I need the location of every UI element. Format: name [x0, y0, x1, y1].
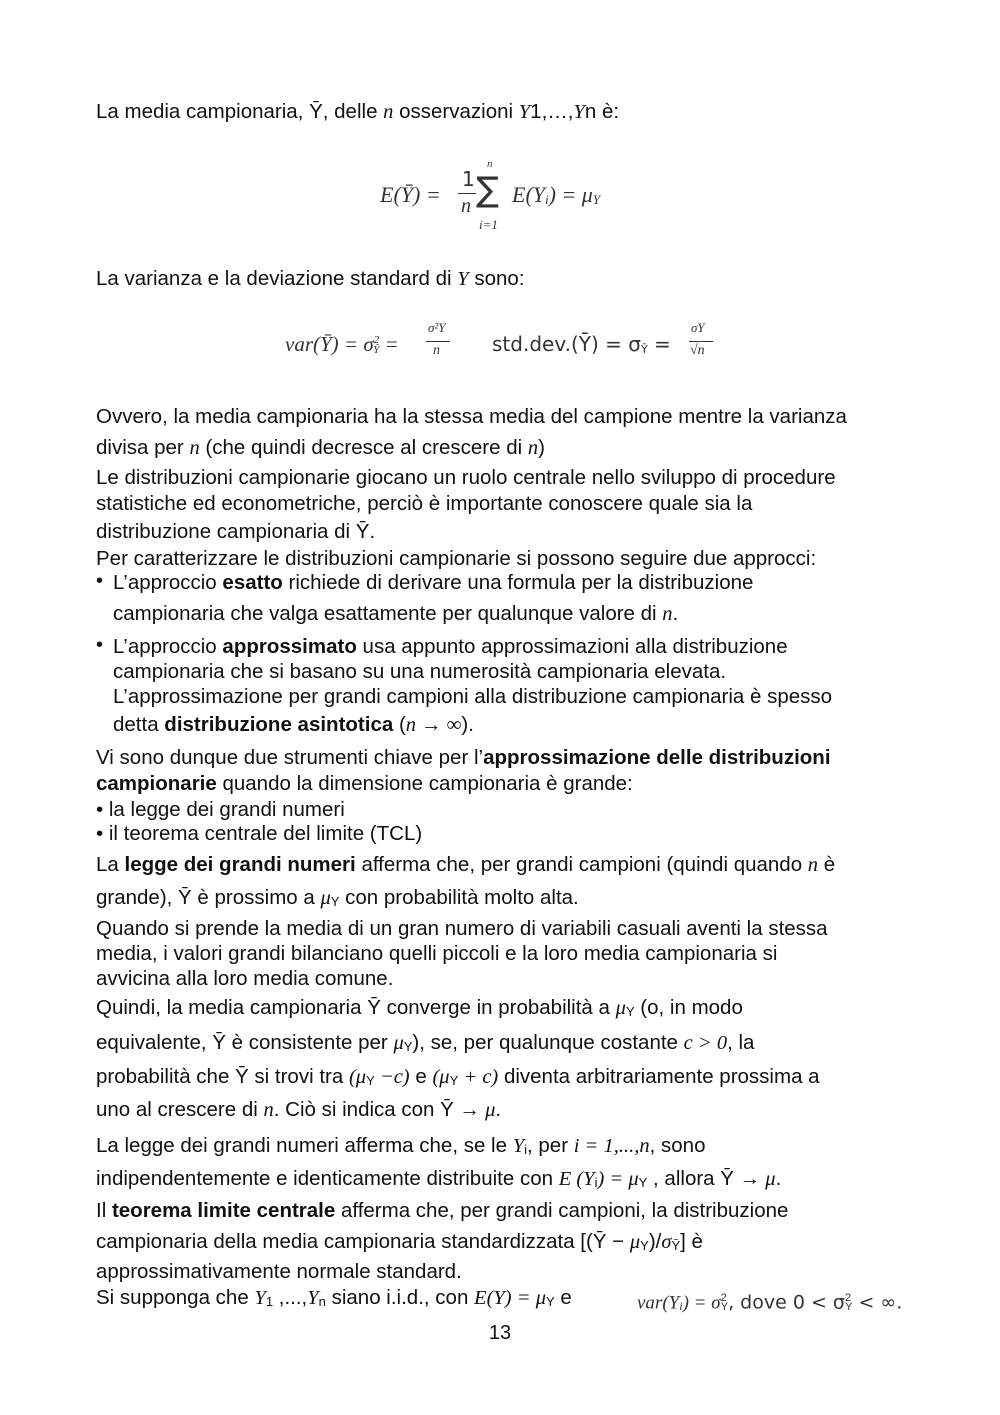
- math-mu: μ: [393, 1032, 404, 1054]
- text: probabilità che Ȳ si trovi tra: [96, 1065, 349, 1088]
- paragraph-line: [96, 1166, 781, 1194]
- equation-variance: [285, 320, 725, 370]
- var-frac-num: σ²Y: [428, 320, 446, 335]
- text: ): [538, 436, 545, 459]
- subscript: Y: [403, 1039, 413, 1054]
- text: sono:: [468, 267, 525, 290]
- bold-text: esatto: [222, 571, 283, 594]
- eq3-sub: Y: [720, 1301, 729, 1314]
- text: richiede di derivare una formula per la distribuzione: [282, 571, 754, 594]
- eq3-part: , dove 0 < σ: [728, 1291, 845, 1314]
- paragraph-line: Per caratterizzare le distribuzioni campionarie si possono seguire due approcci:: [96, 547, 817, 570]
- text: )/: [648, 1230, 662, 1253]
- eq3-part: < ∞.: [852, 1291, 903, 1314]
- sum-lower: i=1: [479, 217, 498, 232]
- math-n: n: [263, 1099, 274, 1121]
- var-expr: [285, 332, 399, 357]
- paragraph-line: distribuzione campionaria di Ȳ.: [96, 520, 376, 543]
- text: grande), Ȳ è prossimo a: [96, 886, 321, 909]
- bold-text: campionarie: [96, 772, 217, 795]
- math-n-infinity: n → ∞: [405, 714, 462, 736]
- text: è: [818, 853, 836, 876]
- bullet-line: [113, 601, 678, 627]
- text: ), se, per qualunque costante: [412, 1031, 684, 1054]
- subscript: i: [594, 1175, 598, 1190]
- text: , allora Ȳ: [647, 1167, 740, 1190]
- text: ] è: [680, 1230, 703, 1253]
- text: .: [672, 602, 679, 625]
- eq-rhs-b: ) = μ: [548, 182, 593, 207]
- text: Si supponga che: [96, 1286, 255, 1309]
- math-sigma: σ: [661, 1231, 672, 1253]
- paragraph-line: [96, 1030, 754, 1058]
- paragraph-line: [96, 435, 545, 461]
- list-item: • il teorema centrale del limite (TCL): [96, 822, 423, 845]
- text: ).: [461, 713, 474, 736]
- text: quando la dimensione campionaria è grande:: [216, 772, 633, 795]
- text: n è:: [584, 100, 620, 123]
- eq-rhs-a: E(Y: [512, 182, 545, 207]
- subscript: Y: [546, 1294, 555, 1309]
- eq-sub: i: [545, 192, 549, 207]
- text: campionaria che valga esattamente per qualunque valore di: [113, 602, 663, 625]
- math-expr: E(Y) = μ: [474, 1287, 546, 1309]
- paragraph-line: media, i valori grandi bilanciano quelli piccoli e la loro media campionaria si: [96, 942, 778, 965]
- math-expr: ) = μ: [597, 1168, 639, 1190]
- math-n: n: [189, 437, 200, 459]
- text: , la: [727, 1031, 755, 1054]
- bold-text: teorema limite centrale: [111, 1199, 336, 1222]
- subscript: Y: [449, 1073, 459, 1088]
- text: detta: [113, 713, 165, 736]
- math-mu: μ: [320, 887, 331, 909]
- bullet-line: [113, 570, 753, 596]
- math-y: Y: [512, 1135, 525, 1157]
- text: Vi sono dunque due strumenti chiave per l’: [96, 746, 484, 769]
- text: , sono: [649, 1134, 706, 1157]
- math-arrow: → μ: [739, 1168, 776, 1190]
- equation-expected-value: [380, 155, 640, 245]
- paragraph-line: [96, 771, 633, 797]
- fraction-bar: [458, 193, 476, 194]
- bullet-line: [113, 712, 474, 738]
- fraction-bar: [426, 341, 450, 342]
- text: osservazioni: [393, 100, 519, 123]
- var-sup: 2: [373, 334, 380, 346]
- text: (: [393, 713, 406, 736]
- text: con probabilità molto alta.: [339, 886, 579, 909]
- math-expr: −c): [374, 1066, 410, 1088]
- math-n: n: [527, 437, 539, 459]
- text: ,...,: [273, 1286, 308, 1309]
- math-y: Y: [307, 1287, 319, 1309]
- text: usa appunto approssimazioni alla distribuzione: [356, 635, 788, 658]
- math-n: n: [807, 854, 819, 876]
- text: siano i.i.d., con: [325, 1286, 475, 1309]
- var-eq: =: [379, 332, 399, 356]
- text: e: [554, 1286, 572, 1309]
- paragraph-line: [96, 745, 831, 771]
- paragraph-line: [96, 995, 743, 1023]
- fraction-bar: [689, 341, 713, 342]
- subscript: n: [318, 1294, 326, 1309]
- text: Il: [96, 1199, 112, 1222]
- paragraph-line: approssimativamente normale standard.: [96, 1260, 462, 1283]
- paragraph-line: [96, 1133, 706, 1161]
- sum-symbol: ∑: [476, 170, 499, 210]
- text: divisa per: [96, 436, 190, 459]
- bold-text: approssimato: [222, 635, 357, 658]
- var-left: var(Ȳ) = σ: [285, 332, 374, 356]
- text: , per: [527, 1134, 574, 1157]
- bullet-line: L’approssimazione per grandi campioni alla distribuzione campionaria è spesso: [113, 685, 833, 708]
- subscript: 1: [265, 1294, 274, 1309]
- intro-line: [96, 99, 619, 125]
- paragraph-line: [96, 1229, 703, 1257]
- text: (che quindi decresce al crescere di: [199, 436, 528, 459]
- paragraph-line: [96, 885, 579, 913]
- bullet-dot: •: [96, 634, 104, 656]
- math-arrow: → μ: [459, 1099, 496, 1121]
- text: La legge dei grandi numeri afferma che, se le: [96, 1134, 513, 1157]
- std-left: std.dev.(Ȳ) = σ: [492, 332, 641, 356]
- text: equivalente, Ȳ è consistente per: [96, 1031, 394, 1054]
- subscript: Y: [366, 1073, 375, 1088]
- eq-sub: Y: [592, 192, 601, 207]
- paragraph-line: [96, 1285, 572, 1313]
- math-y: Y: [254, 1287, 266, 1309]
- text: 1,…,: [530, 100, 574, 123]
- math-y: Y: [457, 268, 469, 290]
- eq3-sub: i: [679, 1299, 683, 1314]
- math-expr: E (Y: [558, 1168, 595, 1190]
- std-frac-num: σY: [691, 320, 705, 335]
- text: L’approccio: [113, 635, 223, 658]
- var-sub: Ȳ: [373, 344, 380, 356]
- subscript: Y: [638, 1175, 648, 1190]
- bullet-line: [113, 634, 788, 660]
- text: . Ciò si indica con Ȳ: [273, 1098, 460, 1121]
- bullet-dot: •: [96, 570, 104, 592]
- list-item: • la legge dei grandi numeri: [96, 798, 345, 821]
- variance-intro: [96, 266, 525, 292]
- text: Quindi, la media campionaria Ȳ converge in probabilità a: [96, 996, 616, 1019]
- text: e: [409, 1065, 433, 1088]
- text: indipendentemente e identicamente distribuite con: [96, 1167, 559, 1190]
- eq-frac-den: n: [461, 195, 471, 217]
- math-n: n: [662, 603, 673, 625]
- text: L’approccio: [113, 571, 223, 594]
- std-eq: =: [647, 332, 671, 356]
- std-frac-den: √n: [690, 343, 705, 358]
- eq3-sup: 2: [720, 1292, 727, 1304]
- paragraph-line: avvicina alla loro media comune.: [96, 967, 394, 990]
- math-expr: (μ: [348, 1066, 367, 1088]
- subscript: Ȳ: [671, 1238, 681, 1253]
- eq-lhs: E(Ȳ) =: [380, 182, 441, 207]
- subscript: i: [524, 1142, 528, 1157]
- subscript: Y: [625, 1004, 635, 1019]
- text: .: [495, 1098, 502, 1121]
- sum-upper: n: [487, 158, 493, 170]
- text: .: [775, 1167, 782, 1190]
- math-range: i = 1,...,n: [573, 1135, 650, 1157]
- equation-variance-yi: [637, 1285, 902, 1318]
- bold-text: legge dei grandi numeri: [124, 853, 356, 876]
- bold-text: approssimazione delle distribuzioni: [483, 746, 831, 769]
- text: afferma che, per grandi campioni (quindi quando: [355, 853, 808, 876]
- eq3-part: var(Y: [637, 1292, 680, 1314]
- page-number: 13: [488, 1322, 512, 1344]
- var-frac-den: n: [433, 343, 440, 358]
- math-y: Y: [518, 101, 531, 123]
- subscript: Y: [640, 1238, 649, 1253]
- text: La varianza e la deviazione standard di: [96, 267, 458, 290]
- text: afferma che, per grandi campioni, la distribuzione: [335, 1199, 789, 1222]
- paragraph-line: [96, 852, 835, 878]
- subscript: Y: [330, 894, 340, 909]
- eq3-sup: 2: [844, 1292, 852, 1304]
- eq3-sub: Y: [845, 1301, 853, 1314]
- paragraph-line: [96, 1198, 788, 1224]
- math-n: n: [383, 101, 394, 123]
- text: La: [96, 853, 125, 876]
- text: uno al crescere di: [96, 1098, 264, 1121]
- paragraph-line: Le distribuzioni campionarie giocano un ruolo centrale nello sviluppo di procedure: [96, 466, 836, 489]
- paragraph-line: Ovvero, la media campionaria ha la stessa media del campione mentre la varianza: [96, 405, 847, 428]
- std-expr: [492, 332, 671, 356]
- eq-frac-num: 1: [462, 167, 475, 191]
- paragraph-line: statistiche ed econometriche, perciò è importante conoscere quale sia la: [96, 492, 753, 515]
- math-mu: μ: [629, 1231, 641, 1253]
- eq-rhs: [512, 182, 600, 208]
- math-expr: + c): [458, 1066, 499, 1088]
- bullet-line: campionaria che si basano su una numerosità campionaria elevata.: [113, 660, 727, 683]
- text: campionaria della media campionaria standardizzata [(Ȳ −: [96, 1230, 630, 1253]
- text: diventa arbitrariamente prossima a: [498, 1065, 820, 1088]
- paragraph-line: [96, 1097, 501, 1123]
- text: (o, in modo: [634, 996, 743, 1019]
- paragraph-line: Quando si prende la media di un gran numero di variabili casuali aventi la stessa: [96, 917, 828, 940]
- bold-text: distribuzione asintotica: [164, 713, 394, 736]
- text: La media campionaria, Ȳ, delle: [96, 100, 384, 123]
- math-expr: (μ: [432, 1066, 450, 1088]
- std-sub: Ȳ: [640, 343, 648, 356]
- paragraph-line: [96, 1064, 820, 1092]
- math-mu: μ: [615, 997, 626, 1019]
- eq3-part: ) = σ: [682, 1292, 721, 1314]
- math-y: Y: [573, 101, 585, 123]
- math-c: c > 0: [683, 1032, 728, 1054]
